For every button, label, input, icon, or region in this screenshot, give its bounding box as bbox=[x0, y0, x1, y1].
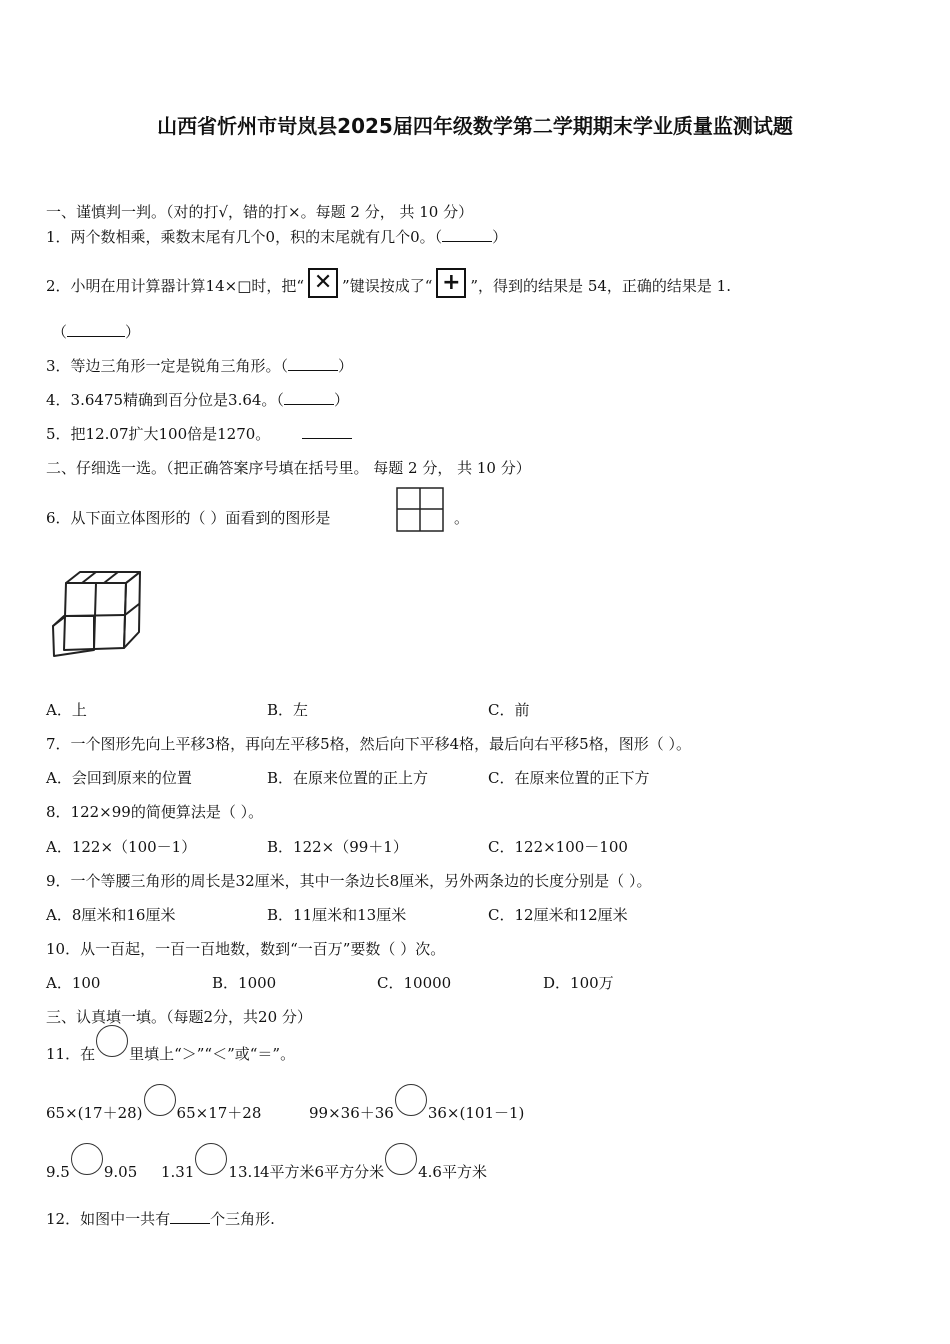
expression: 1.31 bbox=[161, 1163, 195, 1181]
expression: 99×36＋36 bbox=[309, 1104, 394, 1122]
paren-close: ） bbox=[333, 391, 349, 409]
q11-row-1-right bbox=[309, 1103, 524, 1123]
compare-circle[interactable] bbox=[395, 1084, 427, 1116]
q9-option-a[interactable]: A．8厘米和16厘米 bbox=[46, 906, 176, 924]
question-11-text-a: 11．在 bbox=[46, 1045, 96, 1063]
question-6-text: 6．从下面立体图形的（ ）面看到的图形是 bbox=[46, 509, 331, 527]
q11-row-2-a bbox=[46, 1162, 137, 1182]
question-4-text: 4．3.6475精确到百分位是3.64。（ bbox=[46, 391, 284, 409]
section-1-heading: 一、谨慎判一判。（对的打√，错的打×。每题 2 分， 共 10 分） bbox=[46, 203, 474, 221]
compare-circle[interactable] bbox=[195, 1143, 227, 1175]
expression: 65×(17＋28) bbox=[46, 1104, 143, 1122]
q6-option-c[interactable]: C．前 bbox=[488, 701, 530, 719]
expression: 9.5 bbox=[46, 1163, 70, 1181]
question-11 bbox=[46, 1044, 295, 1064]
paren-close: ） bbox=[492, 228, 508, 246]
multiply-key-icon: ✕ bbox=[308, 268, 338, 298]
compare-circle[interactable] bbox=[96, 1025, 128, 1057]
q9-option-b[interactable]: B．11厘米和13厘米 bbox=[267, 906, 407, 924]
q8-option-a[interactable]: A．122×（100－1） bbox=[46, 838, 197, 856]
page-title: 山西省忻州市岢岚县2025届四年级数学第二学期期末学业质量监测试题 bbox=[157, 114, 793, 138]
compare-circle[interactable] bbox=[385, 1143, 417, 1175]
expression: 36×(101－1) bbox=[427, 1104, 525, 1122]
q10-option-b[interactable]: B．1000 bbox=[212, 974, 277, 992]
answer-blank[interactable] bbox=[67, 322, 125, 337]
question-2-text-a: 2．小明在用计算器计算14×□时，把“ bbox=[46, 277, 305, 295]
question-4 bbox=[46, 390, 349, 410]
q6-option-b[interactable]: B．左 bbox=[267, 701, 309, 719]
question-2-text-c: ”，得到的结果是 54，正确的结果是 1. bbox=[470, 277, 731, 295]
compare-circle[interactable] bbox=[144, 1084, 176, 1116]
grid-view-figure bbox=[396, 487, 446, 533]
answer-blank[interactable] bbox=[442, 227, 492, 242]
paren-close: ） bbox=[338, 357, 354, 375]
q8-option-b[interactable]: B．122×（99＋1） bbox=[267, 838, 408, 856]
q8-option-c[interactable]: C．122×100－100 bbox=[488, 838, 628, 856]
question-10: 10．从一百起，一百一百地数，数到“一百万”要数（ ）次。 bbox=[46, 940, 446, 958]
answer-blank[interactable] bbox=[302, 424, 352, 439]
question-7: 7．一个图形先向上平移3格，再向左平移5格，然后向下平移4格，最后向右平移5格，图形（ ）。 bbox=[46, 735, 691, 753]
question-9: 9．一个等腰三角形的周长是32厘米，其中一条边长8厘米，另外两条边的长度分别是（ ）。 bbox=[46, 872, 652, 890]
question-2-text-b: ”键误按成了“ bbox=[342, 277, 433, 295]
section-3-heading: 三、认真填一填。（每题2分，共20 分） bbox=[46, 1008, 312, 1026]
question-5-text: 5．把12.07扩大100倍是1270。 bbox=[46, 425, 271, 443]
question-12-text-a: 12．如图中一共有 bbox=[46, 1210, 171, 1228]
q11-row-2-b bbox=[161, 1162, 262, 1182]
question-3-text: 3．等边三角形一定是锐角三角形。（ bbox=[46, 357, 289, 375]
q10-option-d[interactable]: D．100万 bbox=[543, 974, 614, 992]
answer-blank[interactable] bbox=[170, 1209, 210, 1224]
paren-close: ） bbox=[125, 323, 141, 341]
expression: 9.05 bbox=[103, 1163, 138, 1181]
question-12 bbox=[46, 1209, 275, 1229]
question-6 bbox=[46, 508, 330, 528]
expression: 4平方米6平方分米 bbox=[260, 1163, 385, 1181]
question-11-text-b: 里填上“＞”“＜”或“＝”。 bbox=[129, 1045, 296, 1063]
expression: 65×17＋28 bbox=[176, 1104, 262, 1122]
expression: 13.1 bbox=[228, 1163, 262, 1181]
question-2 bbox=[46, 272, 731, 302]
question-5 bbox=[46, 424, 352, 444]
paren-open: （ bbox=[52, 323, 68, 341]
answer-blank[interactable] bbox=[288, 356, 338, 371]
q9-option-c[interactable]: C．12厘米和12厘米 bbox=[488, 906, 628, 924]
expression: 4.6平方米 bbox=[418, 1163, 487, 1181]
section-2-heading: 二、仔细选一选。（把正确答案序号填在括号里。 每题 2 分， 共 10 分） bbox=[46, 459, 531, 477]
question-12-text-b: 个三角形. bbox=[210, 1210, 275, 1228]
cube-solid-figure bbox=[50, 568, 146, 660]
q7-option-a[interactable]: A．会回到原来的位置 bbox=[46, 769, 192, 787]
q6-option-a[interactable]: A．上 bbox=[46, 701, 87, 719]
q11-row-1-left bbox=[46, 1103, 261, 1123]
plus-key-icon: + bbox=[436, 268, 466, 298]
question-1-text: 1．两个数相乘，乘数末尾有几个0，积的末尾就有几个0。（ bbox=[46, 228, 443, 246]
q10-option-a[interactable]: A．100 bbox=[46, 974, 101, 992]
q7-option-b[interactable]: B．在原来位置的正上方 bbox=[267, 769, 429, 787]
q10-option-c[interactable]: C．10000 bbox=[377, 974, 452, 992]
compare-circle[interactable] bbox=[71, 1143, 103, 1175]
q11-row-2-c bbox=[260, 1162, 487, 1182]
question-2-answer bbox=[52, 322, 140, 342]
q7-option-c[interactable]: C．在原来位置的正下方 bbox=[488, 769, 650, 787]
question-3 bbox=[46, 356, 353, 376]
answer-blank[interactable] bbox=[284, 390, 334, 405]
question-8: 8．122×99的简便算法是（ ）。 bbox=[46, 803, 264, 821]
question-1 bbox=[46, 227, 507, 247]
question-6-end: 。 bbox=[454, 509, 470, 527]
